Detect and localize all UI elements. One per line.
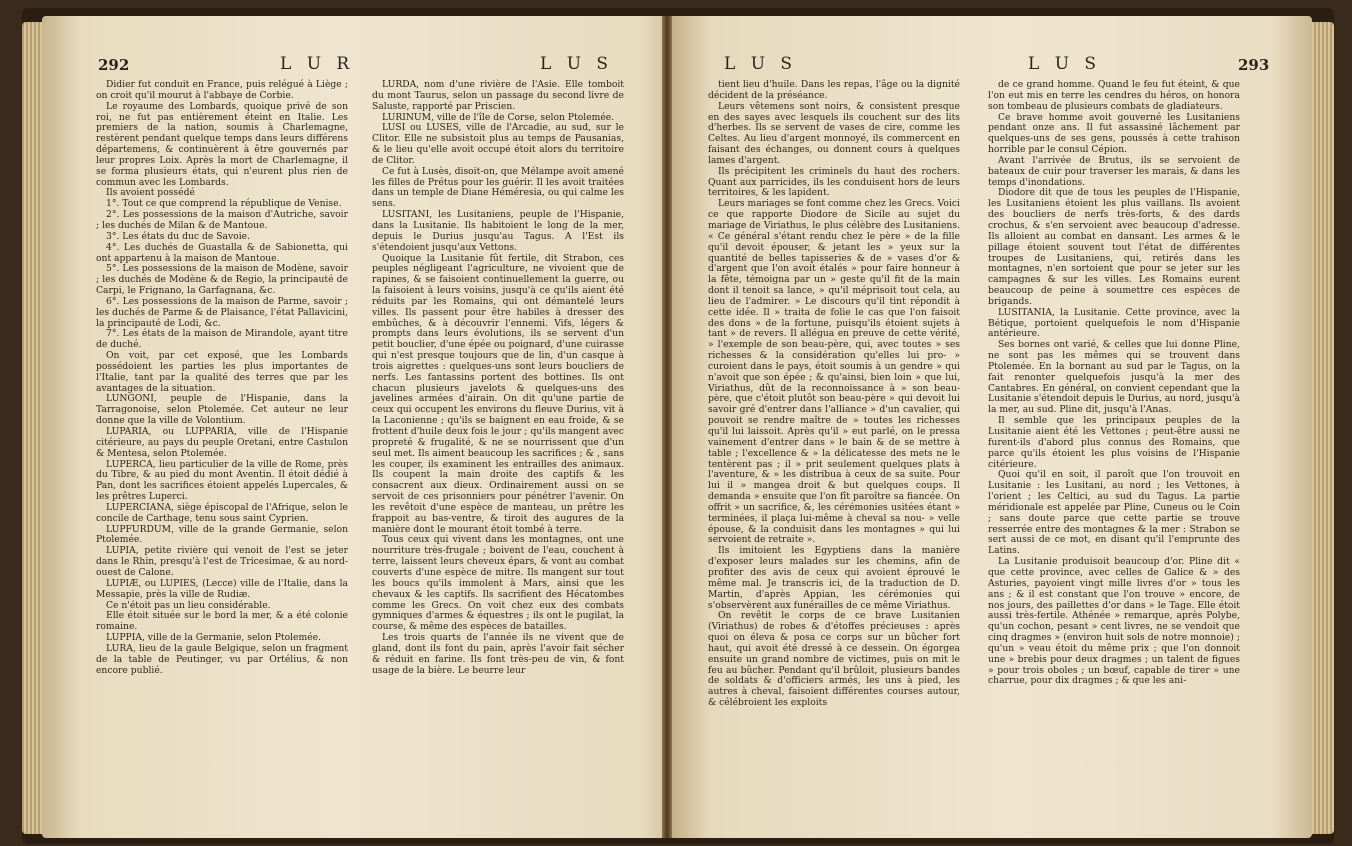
book-edge-right <box>1312 22 1334 834</box>
paragraph: LUSITANIA, la Lusitanie. Cette province, avec la Bétique, portoient quelquefois le nom d'Hispanie antérieure. <box>988 306 1240 340</box>
paragraph: LUPERCIANA, siège épiscopal de l'Afrique, selon le concile de Carthage, tenu sous saint Cyprien. <box>96 501 348 524</box>
paragraph: LUPIÆ, ou LUPIES, (Lecce) ville de l'Italie, dans la Messapie, près la ville de Rudiæ. <box>96 577 348 600</box>
paragraph: On voit, par cet exposé, que les Lombards possédoient les parties les plus importantes de l'Italie, tant par la qualité des terres que par les avantages de la situation. <box>96 350 348 394</box>
right-running-head-2: L U S <box>1028 54 1102 74</box>
left-running-head-2: L U S <box>540 54 614 74</box>
paragraph: Ce n'étoit pas un lieu considérable. <box>106 599 271 611</box>
paragraph: La Lusitanie produisoit beaucoup d'or. Pline dit « que cette province, avec celles de Galice & » des Asturies, payoient vingt mille livres d'or » tous les ans ; & il est constant que l'on trouve » encore, de nos jours, des paillettes d'or dans » le Tage. Elle étoit aussi très-fertile. Athénée » remarque, après Polybe, qu'un cochon, pesant » cent livres, ne se vendoit que cinq dragmes » (environ huit sols de notre monnoie) ; qu'un » veau étoit du même prix ; que l'on donnoit une » brebis pour deux dragmes ; un talent de figues » pour trois oboles ; un bœuf, capable de tirer » une charrue, pour dix dragmes ; & que les ani- <box>988 556 1240 687</box>
paragraph: Les trois quarts de l'année ils ne vivent que de gland, dont ils font du pain, après l'avoir fait sécher & réduit en farine. Ils font très-peu de vin, & font usage de la bière. Le beurre leur <box>372 632 624 676</box>
paragraph: LUSITANI, les Lusitaniens, peuple de l'Hispanie, dans la Lusitanie. Ils habitoient le long de la mer, depuis le Durius jusqu'au Tagus. A l'Est ils s'étendoient jusqu'aux Vettons. <box>372 209 624 253</box>
paragraph: Ses bornes ont varié, & celles que lui donne Pline, ne sont pas les mêmes qui se trouvent dans Ptolemée. En la bornant au sud par le Tagus, on la fait renonter quelquefois jusqu'à la mer des Cantabres. En général, on convient cependant que la Lusitanie s'étendoit depuis le Durius, au nord, jusqu'à la mer, au sud. Pline dit, jusqu'à l'Anas. <box>988 339 1240 416</box>
paragraph: Elle étoit située sur le bord la mer, & a été colonie romaine. <box>96 610 348 633</box>
paragraph: de ce grand homme. Quand le feu fut éteint, & que l'on eut mis en terre les cendres du héros, on honora son tombeau de plusieurs combats de gladiateurs. <box>988 79 1240 112</box>
paragraph: LUPERCA, lieu particulier de la ville de Rome, près du Tibre, & au pied du mont Aventin. Il étoit dédié à Pan, dont les sacrifices étoient appelés Lupercales, & les prêtres Luperci. <box>96 458 348 503</box>
paragraph: 5°. Les possessions de la maison de Modène, savoir ; les duchés de Modène & de Regio, la principauté de Carpi, le Frignano, la Garfagnana, &c. <box>96 263 348 297</box>
paragraph: 7°. Les états de la maison de Mirandole, ayant titre de duché. <box>96 328 348 351</box>
paragraph: Tous ceux qui vivent dans les montagnes, ont une nourriture très-frugale ; boivent de l'eau, couchent à terre, laissent leurs cheveux épars, & vont au combat couverts d'une espèce de mitre. Ils mangent sur tout les boucs qu'ils immolent à Mars, ainsi que les chevaux & les captifs. Ils sacrifient des Hécatombes comme les Grecs. On voit chez eux des combats gymniques d'armes & équestres ; ils ont le pugilat, la course, & même des espèces de batailles. <box>372 534 624 633</box>
paragraph: Quoi qu'il en soit, il paroît que l'on trouvoit en Lusitanie : les Lusitani, au nord ; les Vettones, à l'orient ; les Celtici, au sud du Tagus. La partie méridionale est appelée par Pline, Cuneus ou le Coin ; sans doute parce que cette partie se trouve resserrée entre des montagnes & la mer : Strabon se sert aussi de ce mot, en disant qu'il l'emprunte des Latins. <box>988 469 1240 557</box>
paragraph: LUPFURDUM, ville de la grande Germanie, selon Ptolemée. <box>96 523 348 546</box>
paragraph: Ce brave homme avoit gouverné les Lusitaniens pendant onze ans. Il fut assassiné lâchement par quelques-uns de ses gens, poussés à cette trahison horrible par le consul Cépion. <box>988 111 1240 156</box>
left-page-header <box>42 54 682 78</box>
right-page-column-2 <box>988 80 1240 687</box>
left-page <box>42 16 682 838</box>
right-page-number: 293 <box>1238 56 1270 74</box>
left-page-column-2 <box>372 80 624 676</box>
paragraph: Le royaume des Lombards, quoique privé de son roi, ne fut pas entièrement éteint en Italie. Les premiers de la nation, soumis à Charlemagne, restèrent pendant quelque temps dans leurs différens départemens, & continuèrent à être gouvernés par leur propres Loix. Après la mort de Charlemagne, il se forma plusieurs états, qui n'eurent plus rien de commun avec les Lombards. <box>96 100 348 188</box>
left-page-number: 292 <box>98 56 130 74</box>
book-gutter <box>662 16 672 838</box>
paragraph: 2°. Les possessions de la maison d'Autriche, savoir ; les duchés de Milan & de Mantoue. <box>96 209 348 231</box>
paragraph: LUNGONI, peuple de l'Hispanie, dans la Tarragonoise, selon Ptolemée. Cet auteur ne leur donne que la ville de Volontium. <box>96 393 348 427</box>
paragraph: tient lieu d'huile. Dans les repas, l'âge ou la dignité décident de la préséance. <box>708 79 960 101</box>
right-page-header <box>672 54 1312 78</box>
paragraph: 6°. Les possessions de la maison de Parme, savoir ; les duchés de Parme & de Plaisance, l'état Pallavicini, la principauté de Lodi, &c. <box>96 295 348 329</box>
paragraph: Ils imitoient les Egyptiens dans la manière d'exposer leurs malades sur les chemins, afin de profiter des avis de ceux qui avoient éprouvé le même mal. Je transcris ici, de la traduction de D. Martin, d'après Appian, les cérémonies qui s'observèrent aux funérailles de ce même Viriathus. <box>708 545 960 611</box>
paragraph: Quoique la Lusitanie fût fertile, dit Strabon, ces peuples négligeant l'agriculture, ne vivoient que de rapines, & se faisoient continuellement la guerre, ou la faisoient à leurs voisins, jusqu'à ce qu'ils aient été réduits par les Romains, qui ont démantelé leurs villes. Ils passent pour être habiles à dresser des embûches, & à découvrir l'ennemi. Vifs, légers & prompts dans leurs évolutions, ils se servent d'un petit bouclier, d'une épée ou poignard, d'une cuirasse qui n'est presque toujours que de lin, d'un casque à trois aigrettes : quelques-uns sont leurs boucliers de nerfs. Les fantassins portent des bottines. Ils ont chacun plusieurs javelots & quelques-uns des javelines armées d'airain. On dit qu'une partie de ceux qui occupent les environs du fleuve Durius, vit à la Laconienne ; qu'ils se baignent en eau froide, & se frottent d'huile deux fois le jour ; qu'ils mangent avec propreté & frugalité, & ne se nourrissent que d'un seul met. Ils aiment beaucoup les sacrifices ; & , sans les couper, ils examinent les entrailles des animaux. Ils coupent la main droite des captifs & les consacrent aux dieux. Ordinairement aussi on se servoit de ces prisonniers pour pénétrer l'avenir. On les revêtoit d'une espèce de manteau, un prêtre les frappoit au bas-ventre, & tiroit des augures de la manière dont le mourant étoit tombé à terre. <box>372 252 624 535</box>
paragraph: LURDA, nom d'une rivière de l'Asie. Elle tomboit du mont Taurus, selon un passage du second livre de Saluste, rapporté par Priscien. <box>372 79 624 112</box>
paragraph: Diodore dit que de tous les peuples de l'Hispanie, les Lusitaniens étoient les plus vaillans. Ils avoient des boucliers de nerfs très-forts, & des dards crochus, & s'en servoient avec beaucoup d'adresse. Ils alloient au combat en dansant. Les armes & le pillage étoient souvent tout l'état de différentes troupes de Lusitaniens, qui, retirés dans les montagnes, n'en sortoient que pour se jeter sur les campagnes & sur les villes. Les Romains eurent beaucoup de peine à soumettre ces espèces de brigands. <box>988 187 1240 307</box>
paragraph: Ils précipitent les criminels du haut des rochers. Quant aux parricides, ils les conduisent hors de leurs territoires, & les lapident. <box>708 165 960 199</box>
paragraph: Il semble que les principaux peuples de la Lusitanie aient été les Vettones ; peut-être aussi ne furent-ils d'abord plus connus des Romains, que parce qu'ils étoient les plus voisins de l'Hispanie citérieure. <box>988 415 1240 470</box>
right-page <box>672 16 1312 838</box>
paragraph: Ce fut à Lusès, disoit-on, que Mélampe avoit amené les filles de Prétus pour les guérir. Il les avoit traitées dans un temple de Diane Héméresia, ou qui calme les sens. <box>372 165 624 210</box>
paragraph: Leurs vêtemens sont noirs, & consistent presque en des sayes avec lesquels ils couchent sur des lits d'herbes. Ils se servent de vases de cire, comme les Celtes. Au lieu d'argent monnoyé, ils commercent en faisant des échanges, ou donnent cours à quelques lames d'argent. <box>708 100 960 166</box>
paragraph: 4°. Les duchés de Guastalla & de Sabionetta, qui ont appartenu à la maison de Mantoue. <box>96 241 348 264</box>
right-running-head-1: L U S <box>724 54 798 74</box>
right-page-column-1 <box>708 80 960 709</box>
paragraph: On revêtit le corps de ce brave Lusitanien (Viriathus) de robes & d'étoffes précieuses : après quoi on éleva & posa ce corps sur un bûcher fort haut, qui avoit été dressé à ce dessein. On égorgea ensuite un grand nombre de victimes, puis on mit le feu au bûcher. Pendant qu'il brûloit, plusieurs bandes de soldats & d'officiers armés, les uns à pied, les autres à cheval, faisoient différentes courses autour, & célébroient les exploits <box>708 610 960 709</box>
paragraph: Avant l'arrivée de Brutus, ils se servoient de bateaux de cuir pour traverser les marais, & dans les temps d'inondations. <box>988 154 1240 188</box>
open-book <box>22 8 1334 844</box>
paragraph: LUPPIA, ville de la Germanie, selon Ptolemée. <box>106 632 321 644</box>
paragraph: LURA, lieu de la gaule Belgique, selon un fragment de la table de Peutinger, vu par Ortélius, & non encore publié. <box>96 642 348 676</box>
paragraph: 1°. Tout ce que comprend la république de Venise. <box>106 198 342 210</box>
left-page-column-1 <box>96 80 348 676</box>
book-edge-left <box>22 22 44 834</box>
left-running-head-1: L U R <box>280 54 355 74</box>
paragraph: LUPIA, petite rivière qui venoit de l'est se jeter dans le Rhin, presqu'à l'est de Tricesimae, & au nord-ouest de Calone. <box>96 545 348 578</box>
paragraph: Didier fut conduit en France, puis relégué à Liège ; on croit qu'il mourut à l'abbaye de Corbie. <box>96 79 348 101</box>
paragraph: Ils avoient possédé <box>106 187 195 199</box>
paragraph: LUPARIA, ou LUPPARIA, ville de l'Hispanie citérieure, au pays du peuple Oretani, entre Castulon & Mentesa, selon Ptolemée. <box>96 426 348 459</box>
paragraph: 3°. Les états du duc de Savoie. <box>106 230 250 242</box>
paragraph: Leurs mariages se font comme chez les Grecs. Voici ce que rapporte Diodore de Sicile au sujet du mariage de Viriathus, le plus célèbre des Lusitaniens. « Ce général s'étant rendu chez le père » de la fille qu'il devoit épouser, & jetant les » yeux sur la quantité de belles tapisseries & de » vases d'or & d'argent que l'on avoit étalés » pour faire honneur à la fête, témoigna par un » geste qu'il fit de la main dont il tenoit sa lance, » qu'il méprisoit tout cela, au lieu de l'admirer. » Le discours qu'il tint répondit à cette idée. Il » traita de folie le cas que l'on faisoit des dons » de la fortune, puisqu'ils étoient sujets à tant » de revers. Il allégua en preuve de cette vérité, » l'exemple de son beau-père, qui, avec toutes » ses richesses & la considération qu'elles lui pro- » curoient dans le pays, étoit soumis à un gendre » qui n'avoit que son épée ; & qu'ainsi, bien loin » que lui, Viriathus, dût de la reconnoissance à » son beau-père, que c'étoit plutôt son beau-père » qui devoit lui savoir gré d'entrer dans l'alliance » d'un cavalier, qui pouvoit se rendre maître de » toutes les richesses qu'il lui laissoit. Après qu'il » eut parlé, on le pressa vainement d'entrer dans » le bain & de se mettre à table ; l'excellence & » la délicatesse des mets ne le tentèrent pas ; il » prit seulement quelques plats à l'aventure, & » les distribua à ceux de sa suite. Pour lui il » mangea droit & but quelques coups. Il demanda » ensuite que l'on fît paroître sa fiancée. On offrit » un sacrifice, &, les cérémonies usitées étant » terminées, il plaça lui-même à cheval sa nou- » velle épouse, & la conduisit dans les montagnes » qui lui servoient de retraite ». <box>708 198 960 546</box>
paragraph: LURINUM, ville de l'île de Corse, selon Ptolemée. <box>382 111 615 123</box>
paragraph: LUSI ou LUSES, ville de l'Arcadie, au sud, sur le Clitor. Elle ne subsistoit plus au temps de Pausanias, & le lieu qu'elle avoit occupé étoit alors du territoire de Clitor. <box>372 122 624 166</box>
